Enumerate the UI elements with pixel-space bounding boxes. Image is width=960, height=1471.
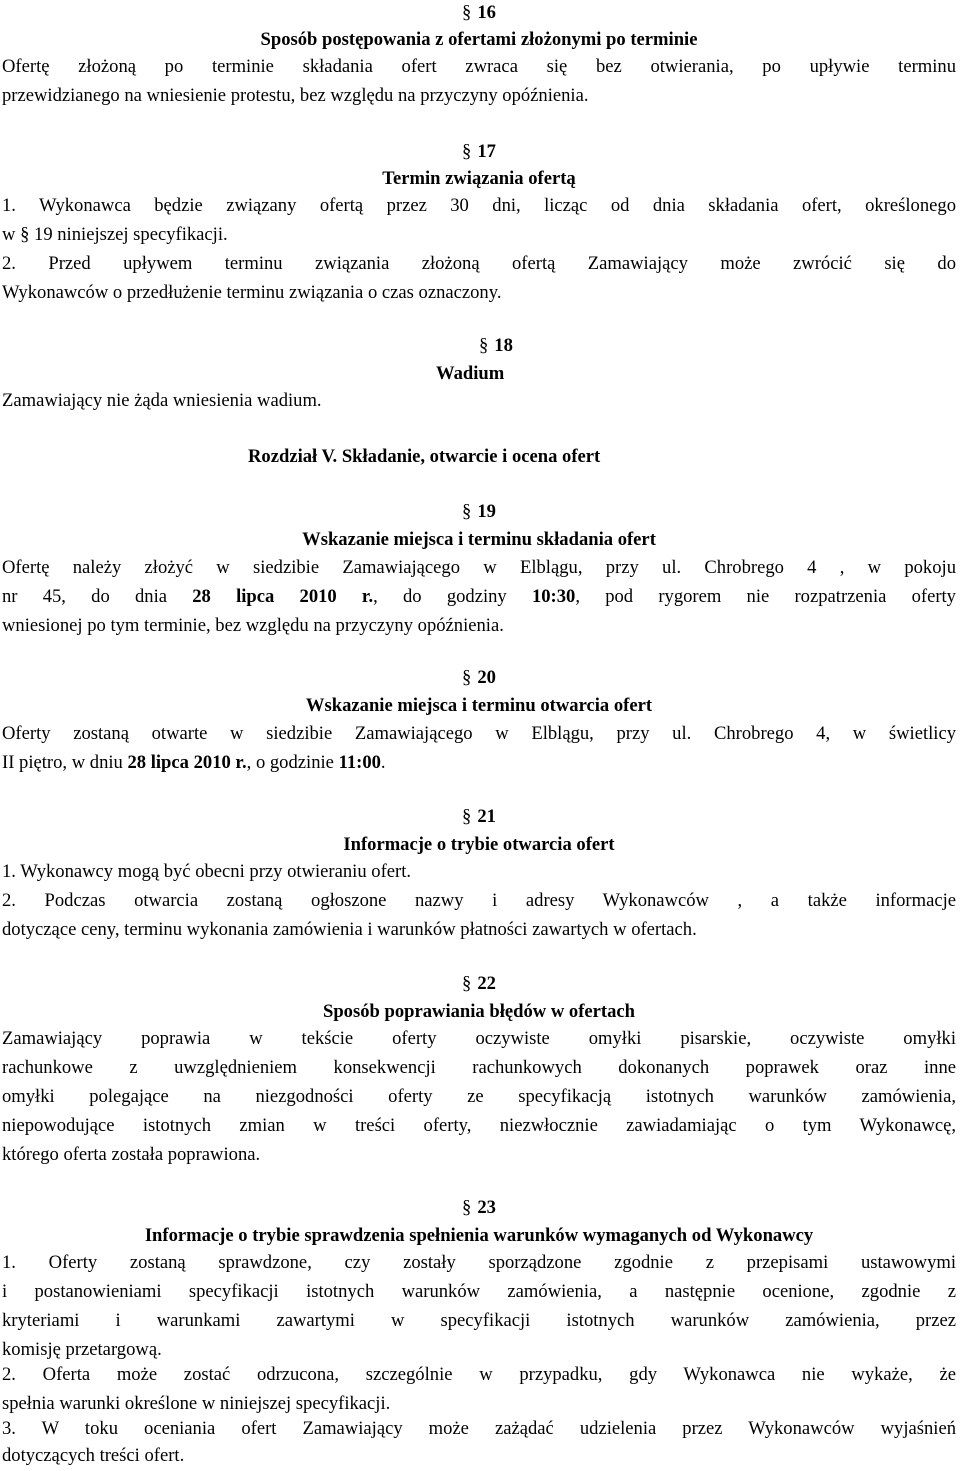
section-16-heading	[2, 0, 956, 27]
section-17-title: Termin związania ofertą	[382, 168, 576, 189]
section-23-item-line: spełnia warunki określone w niniejszej specyfikacji.	[2, 1393, 391, 1414]
section-22-text-line: niepowodujące istotnych zmian w treści oferty, niezwłocznie zawiadamiając o tym Wykonawcę,	[2, 1115, 956, 1136]
section-22-heading	[2, 969, 956, 998]
section-23-item-line: komisję przetargową.	[2, 1339, 162, 1360]
section-19-title: Wskazanie miejsca i terminu składania ofert	[302, 529, 656, 550]
section-18-heading	[479, 331, 539, 360]
section-number: 17	[477, 141, 496, 162]
opening-time: 11:00	[338, 752, 381, 773]
section-19-text-line	[2, 582, 956, 611]
section-number: 23	[477, 1197, 496, 1218]
section-16-text-line: przewidzianego na wniesienie protestu, bez względu na przyczyny opóźnienia.	[2, 85, 589, 106]
section-21-title: Informacje o trybie otwarcia ofert	[343, 834, 615, 855]
section-18-text: Zamawiający nie żąda wniesienia wadium.	[2, 390, 322, 411]
section-17-item-line: 2. Przed upływem terminu związania złożoną ofertą Zamawiający może zwrócić się do	[2, 253, 956, 274]
section-symbol: §	[462, 501, 472, 522]
section-symbol: §	[462, 806, 472, 827]
text-fragment: , pod rygorem nie rozpatrzenia oferty	[575, 586, 956, 607]
section-22-title: Sposób poprawiania błędów w ofertach	[323, 1001, 635, 1022]
section-number: 18	[494, 335, 513, 356]
section-19-text-line: wniesionej po tym terminie, bez względu na przyczyny opóźnienia.	[2, 615, 504, 636]
section-23-heading	[2, 1193, 956, 1222]
section-18-title: Wadium	[436, 363, 505, 384]
section-22-text-line: którego oferta została poprawiona.	[2, 1144, 261, 1165]
section-19-text-line: Ofertę należy złożyć w siedzibie Zamawiającego w Elblągu, przy ul. Chrobrego 4 , w pokoju	[2, 557, 956, 578]
section-symbol: §	[462, 1197, 472, 1218]
section-23-item-line: i postanowieniami specyfikacji istotnych warunków zamówienia, a następnie ocenione, zgodnie z	[2, 1281, 956, 1302]
section-symbol: §	[462, 973, 472, 994]
text-fragment: .	[380, 752, 386, 773]
section-21-item-line: 2. Podczas otwarcia zostaną ogłoszone nazwy i adresy Wykonawców , a także informacje	[2, 890, 956, 911]
section-23-item-line: kryteriami i warunkami zawartymi w specyfikacji istotnych warunków zamówienia, przez	[2, 1310, 956, 1331]
section-23-item-line: 2. Oferta może zostać odrzucona, szczególnie w przypadku, gdy Wykonawca nie wykaże, że	[2, 1364, 956, 1385]
opening-date: 28 lipca 2010 r.	[127, 752, 247, 773]
text-fragment: , do godziny	[373, 586, 532, 607]
section-17-item-line: 1. Wykonawca będzie związany ofertą przez 30 dni, licząc od dnia składania ofert, określonego	[2, 195, 956, 216]
section-16-title: Sposób postępowania z ofertami złożonymi po terminie	[260, 29, 698, 50]
section-23-item-line: dotyczących treści ofert.	[2, 1445, 185, 1466]
section-21-heading	[2, 802, 956, 831]
section-23-item-line: 3. W toku oceniania ofert Zamawiający może zażądać udzielenia przez Wykonawców wyjaśnień	[2, 1418, 956, 1439]
text-fragment: II piętro, w dniu	[2, 752, 128, 773]
section-16-text-line: Ofertę złożoną po terminie składania ofert zwraca się bez otwierania, po upływie terminu	[2, 56, 956, 77]
section-20-heading	[2, 663, 956, 692]
text-fragment: nr 45, do dnia	[2, 586, 193, 607]
section-23-item-line: 1. Oferty zostaną sprawdzone, czy zostały sporządzone zgodnie z przepisami ustawowymi	[2, 1252, 956, 1273]
section-20-text-line	[2, 748, 956, 777]
section-19-heading	[2, 497, 956, 526]
section-22-text-line: omyłki polegające na niezgodności oferty ze specyfikacją istotnych warunków zamówienia,	[2, 1086, 956, 1107]
section-17-item-line: Wykonawców o przedłużenie terminu związania o czas oznaczony.	[2, 282, 502, 303]
section-number: 22	[477, 973, 496, 994]
section-22-text-line: Zamawiający poprawia w tekście oferty oczywiste omyłki pisarskie, oczywiste omyłki	[2, 1028, 956, 1049]
deadline-date: 28 lipca 2010 r.	[192, 586, 374, 607]
section-17-heading	[2, 137, 956, 166]
section-20-text-line: Oferty zostaną otwarte w siedzibie Zamawiającego w Elblągu, przy ul. Chrobrego 4, w świetlicy	[2, 723, 956, 744]
section-symbol: §	[479, 335, 489, 356]
section-number: 21	[477, 806, 496, 827]
deadline-time: 10:30	[531, 586, 576, 607]
section-20-title: Wskazanie miejsca i terminu otwarcia ofert	[305, 695, 653, 716]
section-number: 16	[477, 2, 496, 23]
section-23-title: Informacje o trybie sprawdzenia spełnienia warunków wymaganych od Wykonawcy	[144, 1225, 814, 1246]
section-22-text-line: rachunkowe z uwzględnieniem konsekwencji rachunkowych dokonanych poprawek oraz inne	[2, 1057, 956, 1078]
section-symbol: §	[462, 2, 472, 23]
text-fragment: , o godzinie	[246, 752, 339, 773]
section-number: 19	[477, 501, 496, 522]
chapter-title: Rozdział V. Składanie, otwarcie i ocena ofert	[248, 446, 601, 467]
section-number: 20	[477, 667, 496, 688]
section-symbol: §	[462, 667, 472, 688]
section-17-item-line: w § 19 niniejszej specyfikacji.	[2, 224, 228, 245]
section-21-item-line: 1. Wykonawcy mogą być obecni przy otwieraniu ofert.	[2, 861, 412, 882]
section-21-item-line: dotyczące ceny, terminu wykonania zamówienia i warunków płatności zawartych w ofertach.	[2, 919, 697, 940]
section-symbol: §	[462, 141, 472, 162]
